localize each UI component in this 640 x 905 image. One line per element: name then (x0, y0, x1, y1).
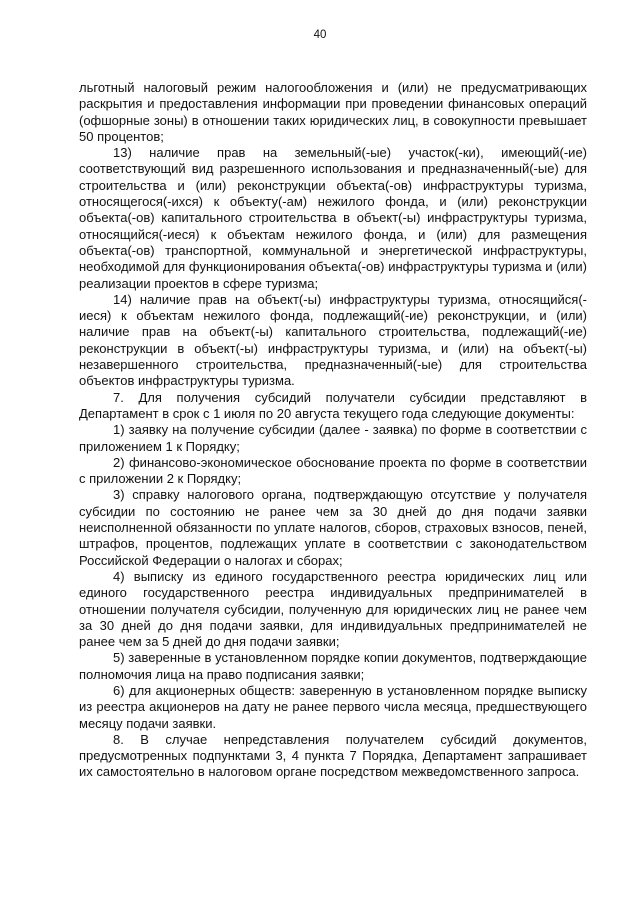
paragraph: 1) заявку на получение субсидии (далее - заявка) по форме в соответствии с приложением 1 к Порядку; (79, 422, 587, 454)
paragraph: льготный налоговый режим налогообложения и (или) не предусматривающих раскрытия и предоставления информации при проведении финансовых операций (офшорные зоны) в отношении таких юридических лиц, в совокупности превышает 50 процентов; (79, 80, 587, 144)
document-body (79, 80, 587, 781)
paragraph: 5) заверенные в установленном порядке копии документов, подтверждающие полномочия лица на право подписания заявки; (79, 650, 587, 682)
paragraph: 2) финансово-экономическое обоснование проекта по форме в соответствии с приложении 2 к Порядку; (79, 454, 587, 487)
paragraph: 6) для акционерных обществ: заверенную в установленном порядке выписку из реестра акционеров на дату не ранее первого числа месяца, предшествующего месяцу подачи заявки. (79, 682, 587, 731)
paragraph: 3) справку налогового органа, подтверждающую отсутствие у получателя субсидии по состоянию не ранее чем за 30 дней до дня подачи заявки неисполненной обязанности по уплате налогов, сборов, страховых взносов, пеней, штрафов, процентов, подлежащих уплате в соответствии с законодательством Российской Федерации о налогах и сборах; (79, 487, 587, 568)
paragraph: 13) наличие прав на земельный(-ые) участок(-ки), имеющий(-ие) соответствующий вид разрешенного использования и предназначенный(-ые) для строительства и (или) реконструкции объекта(-ов) инфраструктуры туризма, относящегося(-ихся) к объекту(-ам) нежилого фонда, и (или) реконструкции объекта(-ов) капитального строительства в объект(-ы) инфраструктуры туризма, относящийся(-иеся) к объектам нежилого фонда, и (или) для размещения объекта(-ов) транспортной, коммунальной и энергетической инфраструктуры, необходимой для функционирования объекта(-ов) инфраструктуры туризма и (или) реализации проектов в сфере туризма; (79, 145, 587, 291)
paragraph: 7. Для получения субсидий получатели субсидии представляют в Департамент в срок с 1 июля по 20 августа текущего года следующие документы: (79, 389, 587, 421)
page-number: 40 (313, 29, 327, 41)
paragraph: 4) выписку из единого государственного реестра юридических лиц или единого государственного реестра индивидуальных предпринимателей в отношении получателя субсидии, полученную для юридических лиц не ранее чем за 30 дней до дня подачи заявки, для индивидуальных предпринимателей не ранее чем за 5 дней до дня подачи заявки; (79, 568, 587, 650)
paragraph: 8. В случае непредставления получателем субсидий документов, предусмотренных подпунктами 3, 4 пункта 7 Порядка, Департамент запрашивает их самостоятельно в налоговом органе посредством межведомственного запроса. (79, 731, 587, 780)
paragraph: 14) наличие прав на объект(-ы) инфраструктуры туризма, относящийся(-иеся) к объектам нежилого фонда, подлежащий(-ие) реконструкции, и (или) наличие прав на объект(-ы) капитального строительства, подлежащий(-ие) реконструкции в объект(-ы) инфраструктуры туризма, и (или) на объект(-ы) незавершенного строительства, предназначенный(-ые) для строительства объектов инфраструктуры туризма. (79, 291, 587, 389)
